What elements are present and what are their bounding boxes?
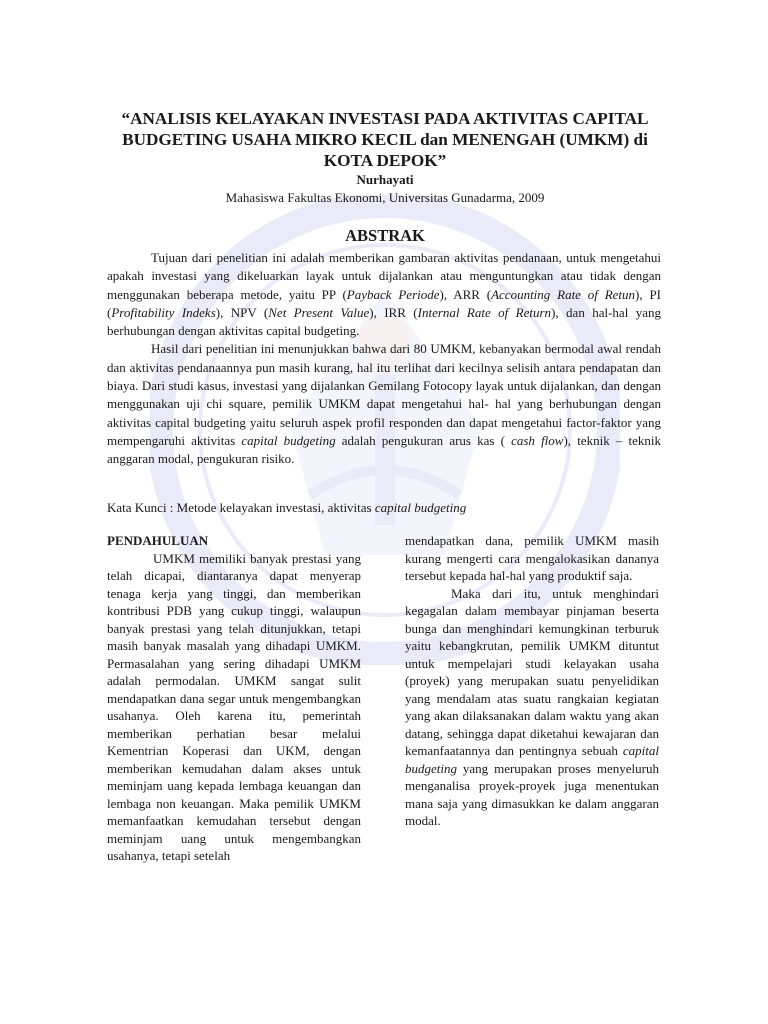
- title-line-2: BUDGETING USAHA MIKRO KECIL dan MENENGAH (UMKM) di: [122, 130, 648, 149]
- abstract-paragraph-2: Hasil dari penelitian ini menunjukkan bahwa dari 80 UMKM, kebanyakan bermodal awal rendah dan aktivitas pendanaannya pun masih kurang, hal itu terlihat dari kecilnya selisih antara pendapatan dan biaya. Dari studi kasus, investasi yang dijalankan Gemilang Fotocopy layak untuk dijalankan, dan dengan menggunakan uji chi square, pemilik UMKM dapat mengetahui hal- hal yang berhubungan dengan aktivitas capital budgeting yaitu seluruh aspek profil responden dan dapat mengetahui factor-faktor yang mempengaruhi aktivitas capital budgeting adalah pengukuran arus kas ( cash flow), teknik – teknik anggaran modal, pengukuran risiko.: [107, 341, 661, 467]
- author-affiliation: Mahasiswa Fakultas Ekonomi, Universitas Gunadarma, 2009: [225, 190, 545, 205]
- right-column: [405, 532, 659, 830]
- abstract-body: [107, 249, 661, 469]
- author-name: Nurhayati: [356, 172, 414, 187]
- title-line-1: “ANALISIS KELAYAKAN INVESTASI PADA AKTIVITAS CAPITAL: [121, 109, 649, 128]
- abstract-paragraph-1: Tujuan dari penelitian ini adalah memberikan gambaran aktivitas pendanaan, untuk mengetahui apakah investasi yang dikeluarkan layak untuk dijalankan atau menguntungkan atau tidak dengan menggunakan beberapa metode, yaitu PP (Payback Periode), ARR (Accounting Rate of Retun), PI (Profitability Indeks), NPV (Net Present Value), IRR (Internal Rate of Return), dan hal-hal yang berhubungan dengan aktivitas capital budgeting.: [107, 250, 662, 339]
- intro-paragraph-2: Maka dari itu, untuk menghindari kegagalan dalam membayar pinjaman beserta bunga dan menghindari kemungkinan terburuk yaitu kebangkrutan, pemilik UMKM dituntut untuk mempelajari studi kelayakan usaha (proyek) yang merupakan suatu penyelidikan yang mendalam atas suatu rangkaian kegiatan yang akan dilaksanakan dalam waktu yang akan datang, sehingga dapat diketahui kewajaran dan kemanfaatannya dan pentingnya sebuah capital budgeting yang merupakan proses menyeluruh menganalisa proyek-proyek juga menentukan mana saja yang dimasukkan ke dalam anggaran modal.: [405, 585, 659, 828]
- section-heading-pendahuluan: PENDAHULUAN: [107, 533, 209, 548]
- paper-title: [96, 108, 674, 171]
- intro-paragraph-1: UMKM memiliki banyak prestasi yang telah dicapai, diantaranya dapat menyerap tenaga kerja yang tinggi, dan memberikan kontribusi PDB yang cukup tinggi, walaupun banyak prestasi yang telah ditunjukkan, tetapi masih banyak masalah yang dihadapi UMKM. Permasalahan yang sering dihadapi UMKM adalah permodalan. UMKM sangat sulit mendapatkan dana segar untuk mengembangkan usahanya. Oleh karena itu, pemerintah memberikan perhatian besar melalui Kementrian Koperasi dan UKM, dengan memberikan kemudahan dalam akses untuk meminjam uang kepada lembaga keuangan dan lembaga non keuangan. Maka pemilik UMKM memanfaatkan kemudahan tersebut dengan meminjam uang untuk mengembangkan usahanya, tetapi setelah: [107, 550, 361, 863]
- keywords: Kata Kunci : Metode kelayakan investasi, aktivitas capital budgeting: [107, 500, 467, 515]
- title-line-3: KOTA DEPOK”: [323, 151, 447, 170]
- left-column: [107, 532, 361, 865]
- abstract-heading: ABSTRAK: [345, 226, 425, 245]
- intro-paragraph-1-continued: mendapatkan dana, pemilik UMKM masih kurang mengerti cara mengalokasikan dananya tersebut kepada hal-hal yang produktif saja.: [405, 533, 659, 583]
